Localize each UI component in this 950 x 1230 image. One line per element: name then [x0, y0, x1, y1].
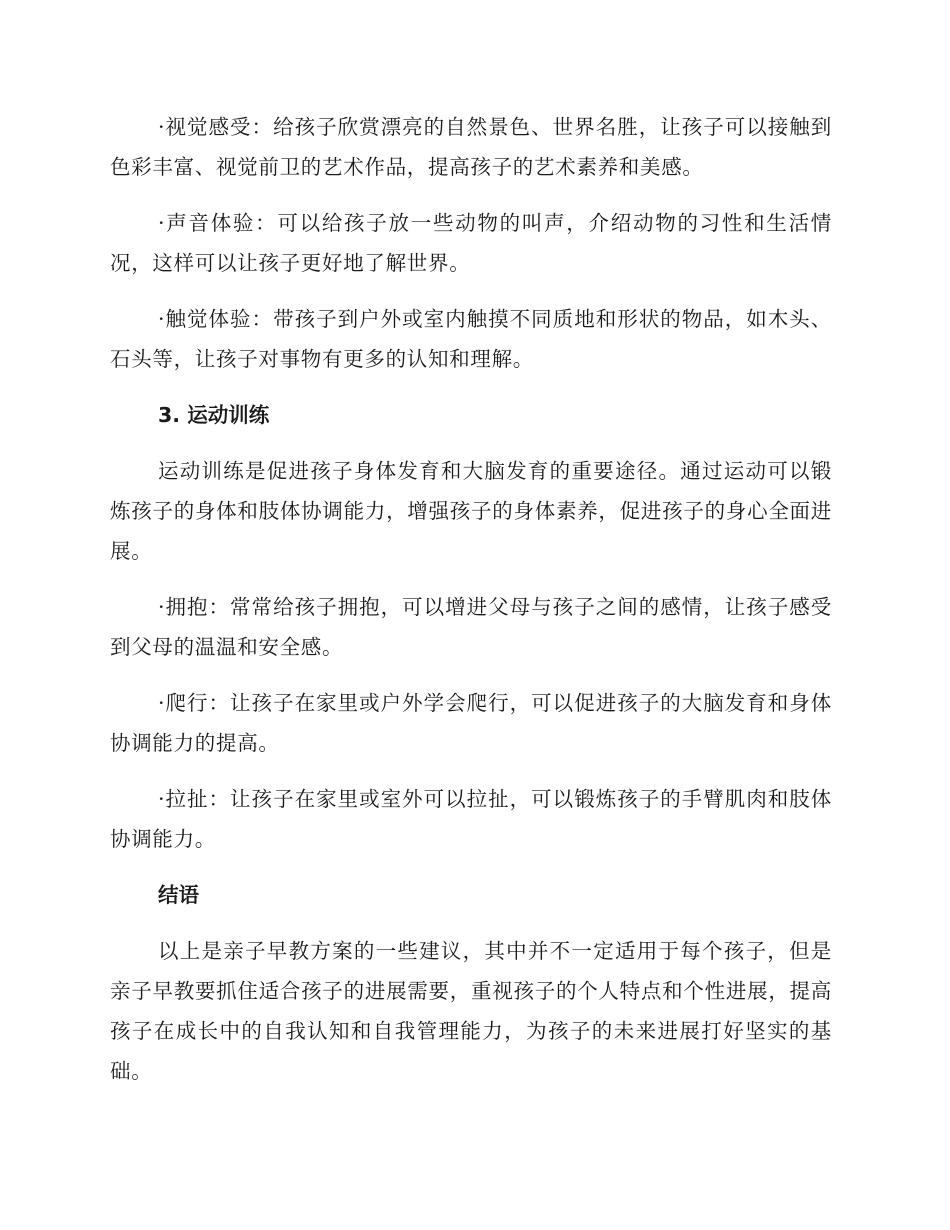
paragraph-crawling: ·爬行：让孩子在家里或户外学会爬行，可以促进孩子的大脑发育和身体协调能力的提高。 [110, 691, 832, 755]
paragraph-exercise-intro: 运动训练是促进孩子身体发育和大脑发育的重要途径。通过运动可以锻炼孩子的身体和肢体协调能力，增强孩子的身体素养，促进孩子的身心全面进展。 [110, 459, 832, 563]
section-heading-conclusion: 结语 [158, 883, 199, 907]
section-heading-exercise: 3. 运动训练 [158, 403, 270, 427]
paragraph-conclusion: 以上是亲子早教方案的一些建议，其中并不一定适用于每个孩子，但是亲子早教要抓住适合孩子的进展需要，重视孩子的个人特点和个性进展，提高孩子在成长中的自我认知和自我管理能力，为孩子的未来进展打好坚实的基础。 [110, 939, 832, 1083]
paragraph-touch-experience: ·触觉体验：带孩子到户外或室内触摸不同质地和形状的物品，如木头、石头等，让孩子对事物有更多的认知和理解。 [110, 307, 832, 371]
paragraph-hugging: ·拥抱：常常给孩子拥抱，可以增进父母与孩子之间的感情，让孩子感受到父母的温温和安全感。 [110, 595, 832, 659]
paragraph-visual-experience: ·视觉感受：给孩子欣赏漂亮的自然景色、世界名胜，让孩子可以接触到色彩丰富、视觉前卫的艺术作品，提高孩子的艺术素养和美感。 [110, 115, 832, 179]
paragraph-pulling: ·拉扯：让孩子在家里或室外可以拉扯，可以锻炼孩子的手臂肌肉和肢体协调能力。 [110, 787, 832, 851]
paragraph-sound-experience: ·声音体验：可以给孩子放一些动物的叫声，介绍动物的习性和生活情况，这样可以让孩子更好地了解世界。 [110, 211, 832, 275]
